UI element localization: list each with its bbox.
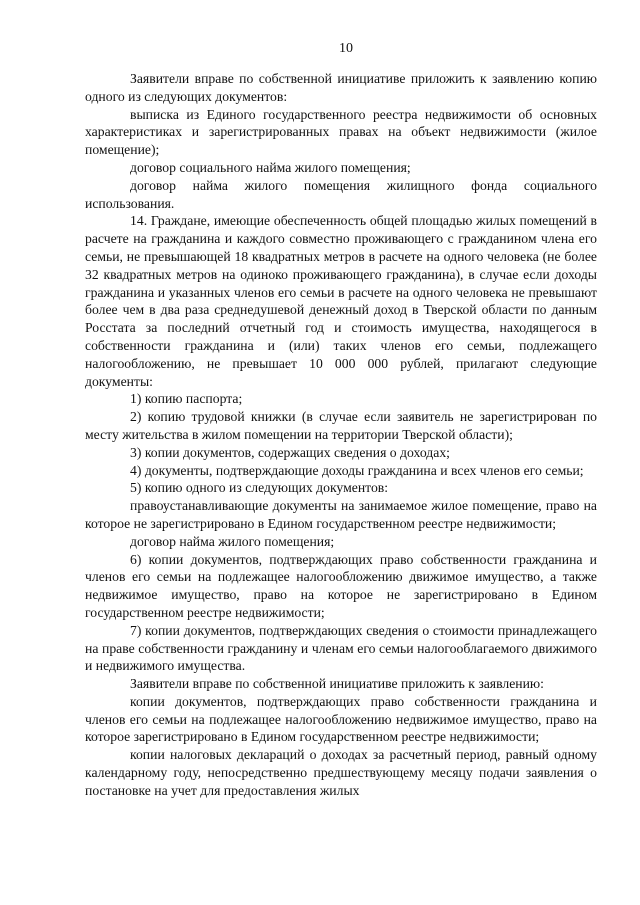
- paragraph: копии документов, подтверждающих право собственности гражданина и членов его семьи на подлежащее налогообложению недвижимое имущество, право на которое зарегистрировано в Едином государственном реестре недвижимости;: [85, 693, 597, 745]
- paragraph: 14. Граждане, имеющие обеспеченность общей площадью жилых помещений в расчете на гражданина и каждого совместно проживающего с гражданином члена его семьи, не превышающей 18 квадратных метров в расчете на одного человека (не более 32 квадратных метров на одиноко проживающего гражданина), в случае если доходы гражданина и указанных членов его семьи в расчете на одного человека не превышают более чем в два раза среднедушевой денежный доход в Тверской области по данным Росстата за последний отчетный год и стоимость имущества, находящегося в собственности гражданина и (или) таких членов его семьи, подлежащего налогообложению, не превышает 10 000 000 рублей, прилагают следующие документы:: [85, 213, 597, 389]
- paragraph: 6) копии документов, подтверждающих право собственности гражданина и членов его семьи на подлежащее налогообложению движимое имущество, а также недвижимое имущество, право на которое не зарегистрировано в Едином государственном реестре недвижимости;: [85, 551, 597, 620]
- paragraph: выписка из Единого государственного реестра недвижимости об основных характеристиках и зарегистрированных правах на объект недвижимости (жилое помещение);: [85, 106, 597, 158]
- paragraph: договор найма жилого помещения жилищного фонда социального использования.: [85, 177, 597, 211]
- paragraph: Заявители вправе по собственной инициативе приложить к заявлению:: [130, 676, 544, 692]
- page-number: 10: [339, 41, 353, 56]
- paragraph: правоустанавливающие документы на занимаемое жилое помещение, право на которое не зарегистрировано в Едином государственном реестре недвижимости;: [85, 498, 597, 531]
- paragraph: 5) копию одного из следующих документов:: [130, 480, 389, 496]
- paragraph: 3) копии документов, содержащих сведения о доходах;: [130, 444, 450, 460]
- paragraph: 1) копию паспорта;: [130, 391, 243, 407]
- paragraph: копии налоговых деклараций о доходах за расчетный период, равный одному календарному году, непосредственно предшествующему месяцу подачи заявления о постановке на учет для предоставления жилых: [85, 747, 597, 798]
- paragraph: 4) документы, подтверждающие доходы гражданина и всех членов его семьи;: [130, 462, 584, 478]
- paragraph: 7) копии документов, подтверждающих сведения о стоимости принадлежащего на праве собственности гражданину и членам его семьи налогооблагаемого движимого и недвижимого имущества.: [85, 622, 597, 674]
- paragraph: 2) копию трудовой книжки (в случае если заявитель не зарегистрирован по месту жительства в жилом помещении на территории Тверской области);: [85, 409, 597, 442]
- paragraph: договор найма жилого помещения;: [130, 533, 335, 549]
- paragraph: Заявители вправе по собственной инициативе приложить к заявлению копию одного из следующих документов:: [85, 71, 597, 104]
- paragraph: договор социального найма жилого помещения;: [130, 159, 411, 175]
